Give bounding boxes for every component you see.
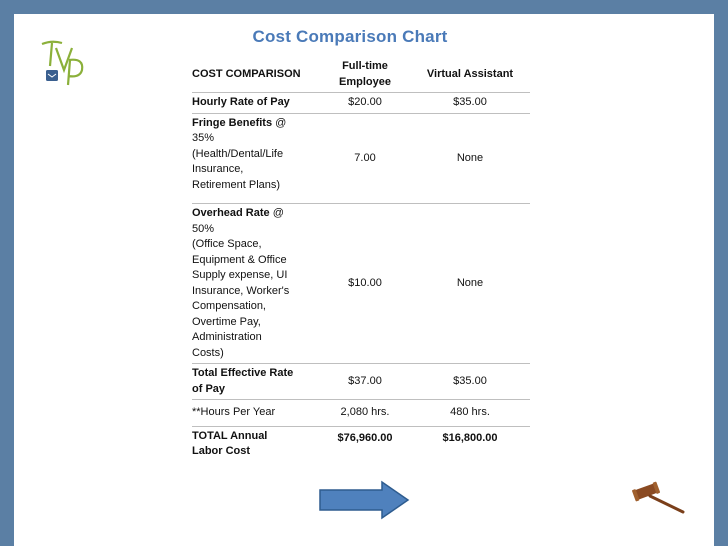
- fte-value: $37.00: [320, 364, 410, 400]
- row-label: [192, 113, 320, 204]
- chart-title: Cost Comparison Chart: [252, 27, 448, 46]
- row-label-line: Overtime Pay,: [192, 315, 261, 328]
- gavel-icon: [628, 480, 688, 516]
- fte-value: 2,080 hrs.: [320, 400, 410, 427]
- va-value: None: [410, 204, 530, 364]
- table-row: [192, 364, 530, 400]
- va-value: 480 hrs.: [410, 400, 530, 427]
- header-virtual-assistant: Virtual Assistant: [426, 67, 514, 80]
- logo-text: TVP: [34, 30, 36, 31]
- row-label-line: TOTAL Annual: [192, 429, 268, 442]
- fte-value: $10.00: [320, 204, 410, 364]
- row-label-line: Administration: [192, 331, 262, 343]
- fte-value: 7.00: [320, 113, 410, 204]
- row-label-suffix: @: [272, 116, 287, 129]
- table-row: [192, 426, 530, 462]
- row-label-line: of Pay: [192, 382, 226, 395]
- fte-value: $20.00: [320, 93, 410, 114]
- row-label-line: Insurance,: [192, 163, 244, 175]
- va-value: $35.00: [410, 93, 530, 114]
- header-fte-line2: Employee: [339, 75, 391, 88]
- table-row: [192, 113, 530, 204]
- header-full-time-employee: [320, 57, 410, 93]
- row-label: [192, 364, 320, 400]
- row-label-line: Retirement Plans): [192, 178, 281, 191]
- row-label-line: Costs): [192, 346, 224, 359]
- va-total-value: $16,800.00: [410, 426, 530, 462]
- row-label-line: Insurance, Worker's: [192, 284, 290, 297]
- header-fte-line1: Full-time: [342, 60, 388, 72]
- row-label-line: (Office Space,: [192, 238, 262, 250]
- row-label-heading: [192, 116, 320, 132]
- va-value: $35.00: [410, 364, 530, 400]
- row-label-suffix: @: [269, 207, 284, 219]
- row-label: [192, 204, 320, 364]
- table-row: [192, 400, 530, 427]
- row-label: **Hours Per Year: [192, 400, 320, 427]
- table-row: [192, 204, 530, 364]
- row-label-line: 35%: [192, 132, 215, 144]
- table-row: [192, 93, 530, 114]
- row-label: Hourly Rate of Pay: [192, 93, 320, 114]
- table-header-row: [192, 57, 530, 93]
- row-label-line: Total Effective Rate: [192, 367, 294, 379]
- fte-total-value: $76,960.00: [320, 426, 410, 462]
- row-label-line: 50%: [192, 222, 215, 235]
- cost-comparison-table: [192, 57, 530, 462]
- header-cost-comparison: COST COMPARISON: [192, 67, 301, 80]
- row-label-line: (Health/Dental/Life: [192, 147, 284, 160]
- row-label-bold: Fringe Benefits: [192, 116, 273, 129]
- row-label-bold: Overhead Rate: [192, 207, 270, 219]
- row-label-line: Compensation,: [192, 300, 266, 312]
- va-value: None: [410, 113, 530, 204]
- row-label-line: Labor Cost: [192, 445, 251, 457]
- row-label: [192, 426, 320, 462]
- right-arrow-icon: [318, 480, 410, 520]
- row-label-heading: [192, 206, 320, 222]
- row-label-line: Equipment & Office: [192, 253, 287, 266]
- row-label-line: Supply expense, UI: [192, 269, 288, 281]
